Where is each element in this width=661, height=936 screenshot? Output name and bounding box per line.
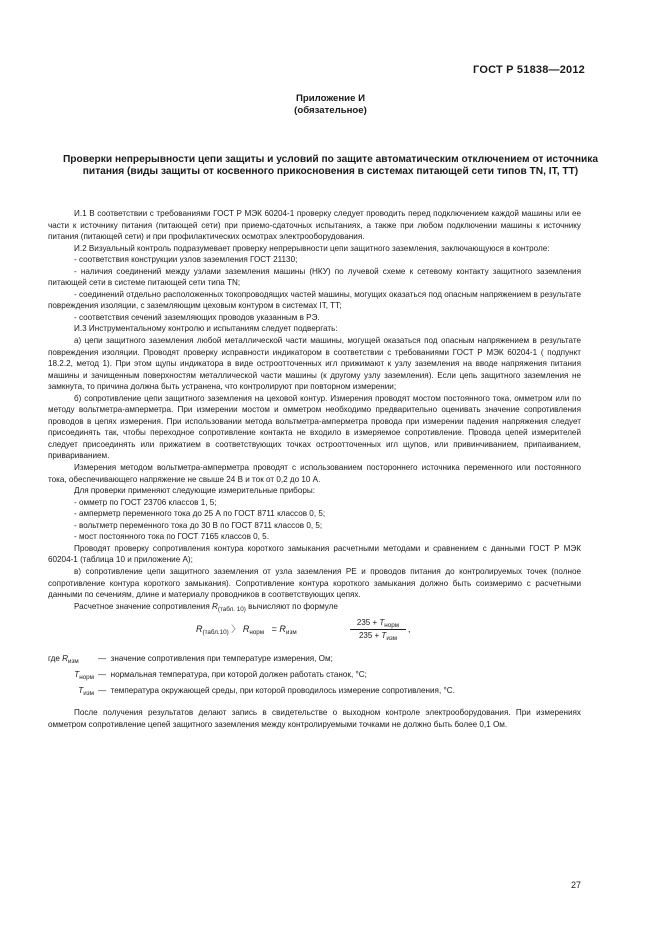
standard-code: ГОСТ Р 51838—2012 xyxy=(473,64,585,76)
item-b: б) сопротивление цепи защитного заземления на цеховой контур. Измерения проводят мостом постоянного тока, омметром или по методу вольтметра-амперметра. При измерении мостом и омметром необходимо предварительно оценивать значение сопротивления проводов в цепях измерения. При использовании метода вольтметра-амперметра провода при измерении падения напряжения следует присоединять так, чтобы переходное сопротивление контакта не входило в измеряемое сопротивление. Провода цепей измерителей следует присоединять или прижатием в соответствующих точках остроотточенных игл щупов, или привинчиванием, припаиванием, привариванием. xyxy=(48,393,581,461)
symbol-definitions xyxy=(48,653,581,701)
closing-paragraph: После получения результатов делают запись в свидетельстве о выходном контроле электрооборудования. При измерениях омметром сопротивление цепей защитного заземления между контролируемыми точками не должно быть более 0,1 Ом. xyxy=(48,708,581,729)
annex-title: Проверки непрерывности цепи защиты и условий по защите автоматическим отключением от источника питания (виды защиты от косвенного прикосновения в системах питающей сети типов TN, IT, TT) xyxy=(62,154,599,178)
formula-fraction xyxy=(350,617,406,642)
body-text xyxy=(48,208,581,730)
formula xyxy=(48,615,581,649)
paragraph-i1: И.1 В соответствии с требованиями ГОСТ Р МЭК 60204-1 проверку следует проводить перед подключением каждой машины или ее части к источнику питания (питающей сети) при приемо-сдаточных испытаниях, а также при любом подключении машины к источнику питания (питающей сети) и при профилактических осмотрах электрооборудования. xyxy=(48,209,581,242)
list-item: - наличия соединений между узлами заземления машины (НКУ) по лучевой схеме к сетевому контакту защитного заземления питающей сети в системе питающей сети типа TN; xyxy=(48,266,581,288)
formula-main: $R_{(табл.10)}$ 〉 $R_{норм}$ = $R_{изм}$ xyxy=(196,624,297,637)
page-number: 27 xyxy=(570,880,581,890)
paragraph: Для проверки применяют следующие измерительные приборы: xyxy=(74,486,315,496)
list-item: - соединений отдельно расположенных токопроводящих частей машины, могущих оказаться под опасным напряжением в результате повреждения изоляции, с заземляющим цеховым контуром в системах IT, TT; xyxy=(48,289,581,311)
definition-row: где $R_{изм}$ — значение сопротивления при температуре измерения, Ом; xyxy=(48,654,333,666)
list-item: - амперметр переменного тока до 25 А по ГОСТ 8711 классов 0, 5; xyxy=(74,509,326,519)
list-item: - вольтметр переменного тока до 30 В по ГОСТ 8711 классов 0, 5; xyxy=(74,520,323,530)
annex-heading xyxy=(0,93,661,117)
item-c: в) сопротивление цепи защитного заземления от узла заземления РЕ и проводов питания до контролируемых точек (полное сопротивление контура короткого замыкания). Сопротивление контура короткого замыкания должно быть соизмеримо с расчетными данными по сечениям, длине и материалу проводников в соответствующих цепях. xyxy=(48,566,581,600)
formula-intro: Расчетное значение сопротивления $R_{(табл. 10)}$ вычисляют по формуле xyxy=(74,601,338,613)
paragraph-i2: И.2 Визуальный контроль подразумевает проверку непрерывности цепи защитного заземления, заключающуюся в контроле: xyxy=(74,243,550,253)
annex-name: Приложение И xyxy=(296,93,365,104)
annex-status: (обязательное) xyxy=(294,105,367,116)
paragraph: Измерения методом вольтметра-амперметра проводят с использованием постороннего источника переменного или постоянного тока, обеспечивающего напряжение не свыше 24 В и ток от 0,2 до 10 А. xyxy=(48,463,581,484)
list-item: - соответствия сечений заземляющих проводов указанным в РЭ. xyxy=(74,312,320,322)
list-item: - омметр по ГОСТ 23706 классов 1, 5; xyxy=(74,497,217,507)
paragraph: Проводят проверку сопротивления контура короткого замыкания расчетными методами и сравнением с данными ГОСТ Р МЭК 60204-1 (таблица 10 и приложение А); xyxy=(48,543,581,565)
item-a: а) цепи защитного заземления любой металлической части машины, могущей оказаться под опасным напряжением в результате повреждения изоляции. Проводят проверку исправности индикатором в соответствии с требованиями ГОСТ Р МЭК 60204-1 ( подпункт 18.2.2, метод 1). При этом щупы индикатора в виде остроотточенных игл прижимают к узлу заземления на вводе напряжения питания машины и зачищенным поверхностям металлической части машины (к другому узлу заземления). Если цепь защитного заземления не замкнута, то причина должна быть устранена, что контролируют при повторном измерении; xyxy=(48,336,581,392)
fraction-numerator: $235 + T_{норм}$ xyxy=(350,617,406,630)
fraction-denominator: $235 + T_{изм}$ xyxy=(358,631,398,643)
paragraph-i3: И.3 Инструментальному контролю и испытаниям следует подвергать: xyxy=(74,324,338,334)
formula-comma: , xyxy=(408,624,411,635)
definition-row: $T_{норм}$ — нормальная температура, при которой должен работать станок, °С; xyxy=(74,670,367,682)
list-item: - мост постоянного тока по ГОСТ 7165 классов 0, 5. xyxy=(74,532,269,542)
definition-row: $T_{изм}$ — температура окружающей среды, при которой проводилось измерение сопротивления, °С. xyxy=(78,686,455,698)
list-item: - соответствия конструкции узлов заземления ГОСТ 21130; xyxy=(74,255,298,265)
